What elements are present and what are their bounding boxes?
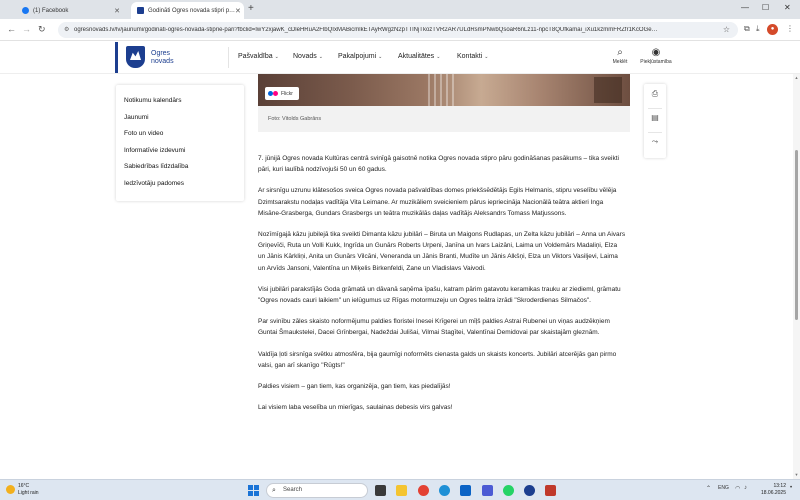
clock-time: 13:12 bbox=[773, 483, 786, 489]
scroll-down-icon[interactable]: ▼ bbox=[794, 472, 799, 477]
ogre-favicon-icon bbox=[137, 7, 144, 14]
language-indicator[interactable]: ENG bbox=[718, 485, 729, 491]
tab-title: (1) Facebook bbox=[33, 7, 69, 14]
app-icon[interactable] bbox=[524, 485, 535, 496]
nav-item-novads[interactable]: Novads ⌄ bbox=[293, 53, 323, 60]
scrollbar-thumb[interactable] bbox=[795, 150, 798, 320]
sidebar-item-participation[interactable]: Sabiedrības līdzdalība bbox=[124, 163, 189, 171]
weather-desc: Light rain bbox=[18, 490, 39, 496]
news-sidebar bbox=[116, 85, 244, 201]
nav-item-kontakti[interactable]: Kontakti ⌄ bbox=[457, 53, 489, 60]
scroll-up-icon[interactable]: ▲ bbox=[794, 75, 799, 80]
facebook-favicon-icon bbox=[22, 7, 29, 14]
tab-title: Godināti Ogres novada stipri p… bbox=[148, 7, 236, 14]
share-icon[interactable]: ⤳ bbox=[651, 137, 659, 146]
download-icon[interactable]: ⤓ bbox=[756, 24, 760, 33]
chevron-down-icon: ⌄ bbox=[436, 54, 441, 60]
article-body bbox=[258, 153, 626, 423]
sidebar-item-councils[interactable]: Iedzīvotāju padomes bbox=[124, 179, 184, 187]
profile-avatar[interactable]: ● bbox=[767, 24, 778, 35]
window-maximize-button[interactable]: ☐ bbox=[762, 3, 770, 12]
wifi-icon[interactable]: ◠ bbox=[735, 486, 741, 492]
article-paragraph: Lai visiem laba veselība un mierīgas, saulainas debesis virs galvas! bbox=[258, 404, 453, 412]
search-icon: ⌕ bbox=[272, 487, 276, 494]
teams-icon[interactable] bbox=[482, 485, 493, 496]
article-paragraph: Nozīmīgajā kāzu jubilejā tika sveikti Dimanta kāzu jubilāri – Biruta un Maigons Rudlapas, un Zelta kāzu jubilāri – Anna un Aivars Griņevīči, Ruta un Volli Kukk, Ingrīda un Gunārs Roberts Urpeni, Janīna un Ivars Laizāni, Laima un Voldemārs Madaliņi, Elza un Jānis Kārkliņi, Anita un Gunārs Vilcāni, Veneranda un Jānis Branti, Mudīte un Jānis Alkšņi, Elza un Viktors Vasiljevi, Laima un Arvīds Jansoni, Valentīna un Miķelis Birkenfeldi, Zane un Vladislavs Vaivodi. bbox=[258, 231, 626, 272]
accessibility-label: Piekļūstamība bbox=[640, 59, 672, 65]
logo-accent-bar bbox=[115, 42, 118, 73]
main-navigation bbox=[238, 53, 502, 60]
app-icon[interactable] bbox=[545, 485, 556, 496]
tray-chevron-icon[interactable]: ⌃ bbox=[706, 486, 712, 492]
accessibility-icon: ◉ bbox=[651, 47, 661, 58]
photo-detail bbox=[594, 77, 622, 103]
article-paragraph: Par svinību zāles skaisto noformējumu paldies floristei Inesei Krīgerei un mīļš paldies Astrai Rubenei un viņas audzēkņiem Guntai Šmaukstelei, Dacei Grīnbergai, Nadeždai Julišai, Vilmai Stagītei, Valentīnai Demidovai par skaistajām gleznām. bbox=[258, 318, 610, 337]
search-button[interactable] bbox=[608, 47, 632, 65]
task-view-icon[interactable] bbox=[375, 485, 386, 496]
article-paragraph: Paldies visiem – gan tiem, kas organizēja, gan tiem, kas piedalījās! bbox=[258, 383, 451, 391]
weather-temp: 16°C bbox=[18, 483, 30, 489]
window-close-button[interactable]: ✕ bbox=[784, 3, 791, 12]
tab-facebook[interactable] bbox=[16, 2, 126, 19]
weather-icon bbox=[6, 485, 15, 494]
toolbar-divider bbox=[648, 132, 662, 133]
window-minimize-button[interactable]: — bbox=[741, 3, 749, 12]
print-icon[interactable]: ⎙ bbox=[651, 89, 659, 98]
share-toolbar bbox=[644, 84, 666, 158]
accessibility-button[interactable] bbox=[636, 47, 676, 65]
site-info-icon[interactable]: ⚙ bbox=[64, 27, 70, 33]
article-paragraph: Ar sirsnīgu uzrunu klātesošos sveica Ogres novada pašvaldības domes priekšsēdētājs Egils Helmanis, stipru veselību vēlēja Dzimtsarakstu nodaļas vadītāja Vita Leimane. Ar muzikāliem sveicieniem pārus iepriecināja Nacionālā teātra aktieri Inga Misāne-Grasberga, Gundars Grasbergs un teātra muzikālās daļas vadītājs Aleksandrs Tomass Matjussons. bbox=[258, 187, 617, 217]
logo-line-1: Ogres bbox=[151, 50, 171, 57]
tab-close-icon[interactable]: ✕ bbox=[114, 7, 120, 15]
extensions-icon[interactable]: ⧉ bbox=[744, 24, 750, 33]
nav-item-pasvaldiba[interactable]: Pašvaldība ⌄ bbox=[238, 53, 279, 60]
bookmark-star-icon[interactable]: ☆ bbox=[722, 25, 730, 34]
notification-bell-icon[interactable]: • bbox=[790, 485, 793, 491]
site-header bbox=[0, 41, 800, 74]
taskbar-clock[interactable] bbox=[752, 483, 786, 497]
outlook-icon[interactable] bbox=[460, 485, 471, 496]
forward-arrow-icon[interactable]: → bbox=[22, 24, 31, 34]
tab-ogres-novads[interactable] bbox=[131, 2, 244, 19]
address-bar[interactable] bbox=[58, 22, 738, 38]
nav-item-aktualitates[interactable]: Aktualitātes ⌄ bbox=[398, 53, 441, 60]
browser-toolbar bbox=[0, 19, 800, 41]
browser-tab-strip bbox=[0, 0, 800, 19]
edge-icon[interactable] bbox=[439, 485, 450, 496]
clock-date: 18.06.2025 bbox=[760, 490, 786, 496]
whatsapp-icon[interactable] bbox=[503, 485, 514, 496]
ogre-crest-icon[interactable] bbox=[126, 46, 145, 68]
windows-start-icon[interactable] bbox=[248, 485, 259, 496]
weather-widget[interactable] bbox=[6, 483, 39, 497]
document-icon[interactable]: ▤ bbox=[651, 113, 659, 122]
photo-caption: Foto: Vitolds Gabrāns bbox=[258, 106, 630, 132]
article-paragraph: 7. jūnijā Ogres novada Kultūras centrā svinīgā gaisotnē notika Ogres novada stipro pāru godināšanas pasākums – tika sveikti pāri, kuri laulībā nodzīvojuši 50 un 60 gadus. bbox=[258, 155, 619, 174]
article-paragraph: Valdīja ļoti sirsnīga svētku atmosfēra, bija gaumīgi noformēts cienasta galds un skaists koncerts. Jubilāri atcerējās gan pirmo valsi, gan arī skanīgo "Rūgts!" bbox=[258, 350, 617, 369]
article-paragraph: Visi jubilāri parakstījās Goda grāmatā un dāvanā saņēma īpašu, katram pārim gatavotu keramikas trauku ar ziedieml, grāmatu "Ogres novads cauri laikiem" un ielūgumus uz Rīgas motormuzeju un Ogres teātra izrādi "Skroderdienas Silmačos". bbox=[258, 285, 621, 305]
logo-line-2: novads bbox=[151, 58, 174, 65]
windows-taskbar bbox=[0, 479, 800, 500]
url-text: ogresnovads.lv/lv/jaunumi/godinati-ogres-novada-stiprie-pari?fbclid=IwY2xjawK_cDleHRuA2FlbQIxMABicmlkETAyRWgzN2pTTlNjTkozTVR2AR7ULdRsmPNwbQsoaR6nLz11-npcT8QUfkamai_iXu1kzmmFRZfr1KcOGe… bbox=[74, 27, 658, 33]
chevron-down-icon: ⌄ bbox=[274, 54, 279, 60]
chevron-down-icon: ⌄ bbox=[484, 54, 489, 60]
volume-icon[interactable]: ♪ bbox=[744, 485, 747, 491]
article-photo[interactable] bbox=[258, 74, 630, 106]
new-tab-button[interactable]: + bbox=[248, 3, 254, 14]
search-icon: ⌕ bbox=[617, 47, 623, 58]
reload-icon[interactable]: ↻ bbox=[38, 24, 46, 34]
sidebar-item-photo-video[interactable]: Foto un video bbox=[124, 130, 164, 138]
tab-close-icon[interactable]: ✕ bbox=[235, 7, 241, 15]
nav-item-pakalpojumi[interactable]: Pakalpojumi ⌄ bbox=[338, 53, 383, 60]
sidebar-item-publications[interactable]: Informatīvie izdevumi bbox=[124, 146, 186, 154]
chevron-down-icon: ⌄ bbox=[318, 54, 323, 60]
site-logo-text[interactable] bbox=[151, 50, 174, 66]
sidebar-item-calendar[interactable]: Notikumu kalendārs bbox=[124, 97, 182, 104]
chevron-down-icon: ⌄ bbox=[378, 54, 383, 60]
taskbar-search-input[interactable] bbox=[266, 483, 368, 498]
header-divider bbox=[228, 47, 229, 68]
sidebar-item-news[interactable]: Jaunumi bbox=[124, 113, 149, 121]
flickr-badge[interactable] bbox=[265, 87, 299, 100]
search-placeholder: Search bbox=[283, 487, 303, 493]
flickr-pink-dot-icon bbox=[273, 91, 278, 96]
toolbar-divider bbox=[648, 108, 662, 109]
chrome-icon[interactable] bbox=[418, 485, 429, 496]
back-arrow-icon[interactable]: ← bbox=[7, 24, 16, 34]
browser-menu-icon[interactable]: ⋮ bbox=[786, 24, 794, 33]
flickr-label: Flickr bbox=[281, 90, 293, 97]
file-explorer-icon[interactable] bbox=[396, 485, 407, 496]
search-label: Meklēt bbox=[612, 59, 628, 65]
